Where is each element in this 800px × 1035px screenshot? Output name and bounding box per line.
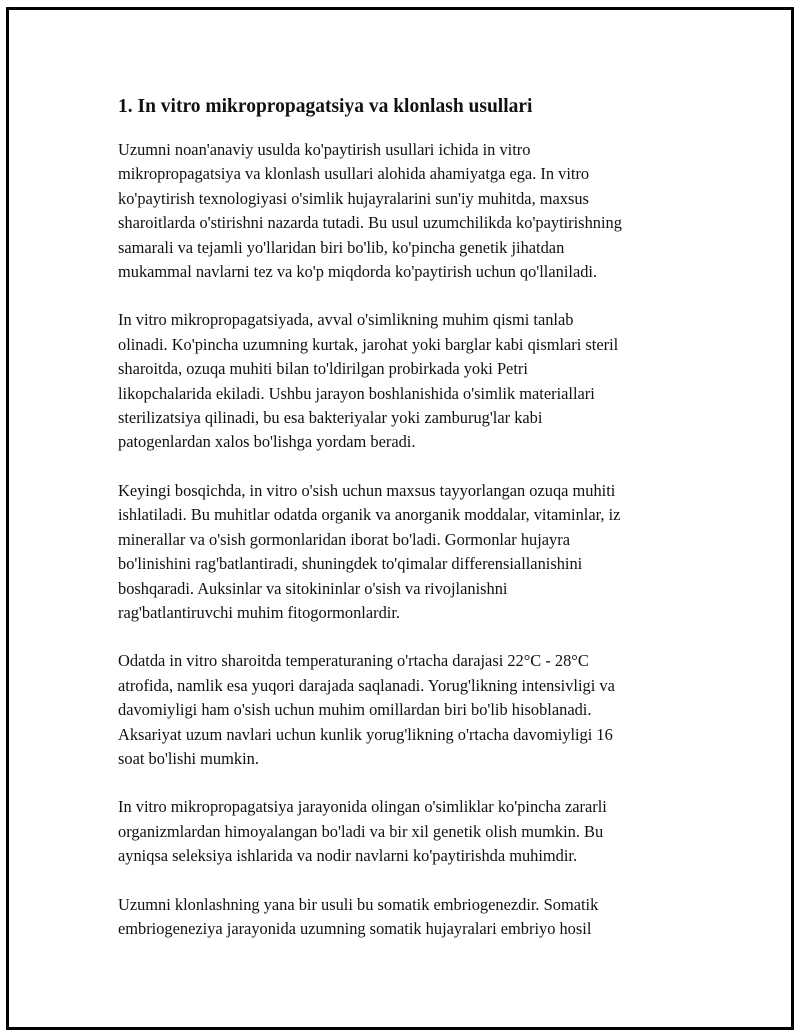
text-line: olinadi. Ko'pincha uzumning kurtak, jarohat yoki barglar kabi qismlari steril [118,334,619,354]
text-line: rag'batlantiruvchi muhim fitogormonlardir. [118,602,400,622]
text-line: sterilizatsiya qilinadi, bu esa bakteriyalar yoki zamburug'lar kabi [118,408,543,428]
text-line: atrofida, namlik esa yuqori darajada saqlanadi. Yorug'likning intensivligi va [118,675,615,695]
text-line: soat bo'lishi mumkin. [118,748,259,768]
section-heading: 1. In vitro mikropropagatsiya va klonlash usullari [118,96,533,117]
text-line: ko'paytirish texnologiyasi o'simlik hujayralarini sun'iy muhitda, maxsus [118,188,589,208]
document-body [118,92,686,965]
text-line: minerallar va o'sish gormonlaridan iborat bo'ladi. Gormonlar hujayra [118,529,570,549]
text-line: Uzumni noan'anaviy usulda ko'paytirish usullari ichida in vitro [118,140,531,159]
text-line: sharoitlarda o'stirishni nazarda tutadi. Bu usul uzumchilikda ko'paytirishning [118,213,622,233]
text-line: samarali va tejamli yo'llaridan biri bo'lib, ko'pincha genetik jihatdan [118,237,565,257]
paragraph [118,795,686,868]
text-line: mikropropagatsiya va klonlash usullari alohida ahamiyatga ega. In vitro [118,164,590,184]
text-line: embriogeneziya jarayonida uzumning somatik hujayralari embriyo hosil [118,918,592,938]
text-line: Odatda in vitro sharoitda temperaturaning o'rtacha darajasi 22°C - 28°C [118,651,589,671]
text-line: In vitro mikropropagatsiyada, avval o'simlikning muhim qismi tanlab [118,310,574,330]
text-line: davomiyligi ham o'sish uchun muhim omillardan biri bo'lib hisoblanadi. [118,700,592,720]
text-line: sharoitda, ozuqa muhiti bilan to'ldirilgan probirkada yoki Petri [118,359,528,379]
text-line: bo'linishini rag'batlantiradi, shuningdek to'qimalar differensiallanishini [118,554,583,574]
text-line: boshqaradi. Auksinlar va sitokininlar o'sish va rivojlanishni [118,578,508,598]
text-line: In vitro mikropropagatsiya jarayonida olingan o'simliklar ko'pincha zararli [118,797,607,817]
paragraph [118,649,686,771]
text-line: patogenlardan xalos bo'lishga yordam beradi. [118,432,416,452]
text-line: mukammal navlarni tez va ko'p miqdorda ko'paytirish uchun qo'llaniladi. [118,262,598,282]
text-line: Uzumni klonlashning yana bir usuli bu somatik embriogenezdir. Somatik [118,894,599,914]
paragraph [118,308,686,454]
text-line: ayniqsa seleksiya ishlarida va nodir navlarni ko'paytirishda muhimdir. [118,846,578,866]
text-line: ishlatiladi. Bu muhitlar odatda organik va anorganik moddalar, vitaminlar, iz [118,505,621,525]
text-line: organizmlardan himoyalangan bo'ladi va bir xil genetik olish mumkin. Bu [118,821,604,841]
text-line: likopchalarida ekiladi. Ushbu jarayon boshlanishida o'simlik materiallari [118,383,595,403]
paragraph [118,138,686,284]
text-line: Aksariyat uzum navlari uchun kunlik yorug'likning o'rtacha davomiyligi 16 [118,724,613,744]
paragraph [118,893,686,942]
text-line: Keyingi bosqichda, in vitro o'sish uchun maxsus tayyorlangan ozuqa muhiti [118,480,616,500]
paragraph [118,479,686,625]
